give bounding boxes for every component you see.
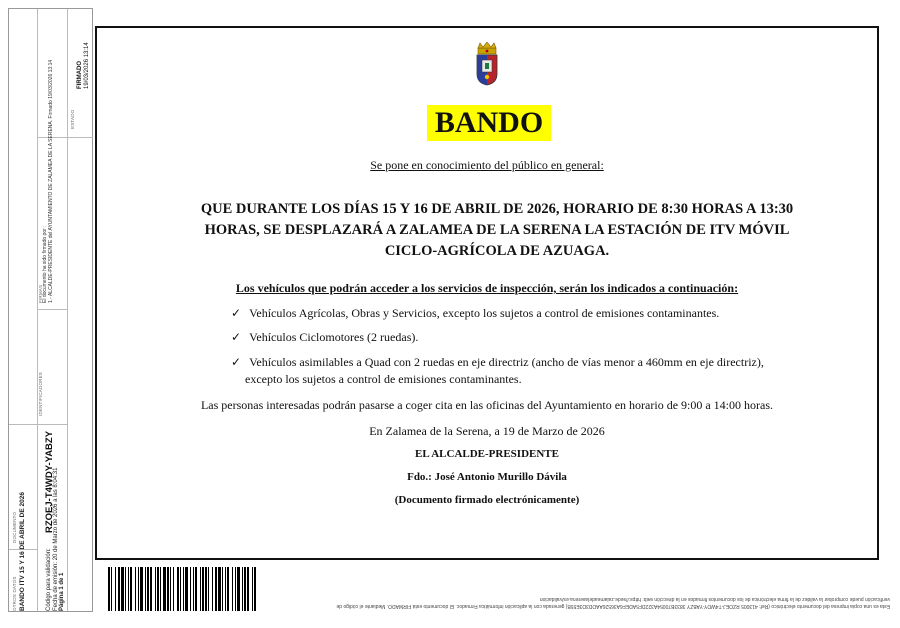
bando-document: [95, 26, 879, 560]
codigo-validacion-value: RZOEJ-T4WDY-YABZY: [44, 430, 55, 533]
verification-footer: [270, 585, 890, 609]
signer-role: EL ALCALDE-PRESIDENTE: [415, 448, 559, 460]
documento-label: DOCUMENTO: [12, 511, 17, 543]
list-item: [231, 305, 719, 322]
public-notice: Se pone en conocimiento del público en general:: [370, 158, 604, 172]
document-metadata-panel: [8, 8, 93, 612]
metadata-column-estado: [67, 9, 93, 611]
estado-value: FIRMADO: [77, 61, 83, 89]
documento-value: BANDO ITV 15 Y 16 DE ABRIL DE 2026: [19, 492, 26, 611]
barcode: [108, 567, 256, 611]
estado-label: ESTADO: [70, 109, 75, 129]
fecha-emision: Fecha de emisión: 20 de Marzo de 2026 a las 8:04:31: [53, 467, 59, 611]
metadata-column-document: [9, 9, 38, 611]
list-item-text: Vehículos Agrícolas, Obras y Servicios, excepto los sujetos a control de emisiones contaminantes.: [249, 306, 720, 320]
metadata-column-validation: [37, 9, 68, 611]
codigo-validacion-label: Código para validación:: [46, 548, 52, 611]
signer-name: Fdo.: José Antonio Murillo Dávila: [407, 471, 567, 483]
vehicles-subheading: Los vehículos que podrán acceder a los servicios de inspección, serán los indicados a continuación:: [235, 281, 739, 295]
appointment-info: Las personas interesadas podrán pasarse a coger cita en las oficinas del Ayuntamiento en horario de 9:00 a 14:00 horas.: [200, 398, 774, 412]
identificadores-label: IDENTIFICADORES: [38, 371, 43, 416]
pagina-info: Página 1 de 1: [59, 572, 65, 611]
footer-line-1: Esta es una copia impresa del documento electrónico (Ref: 413005 RZOEJ-T4WDY-YABZY 3833B70054A322DF5ADEF6A36526AADD3D3E55B) generada con la aplicación informática Firmadoc. El documento está FIRMADO. Mediante el código de: [336, 603, 890, 609]
otros-datos-label: OTROS DATOS: [12, 576, 17, 611]
firmas-line-1: El documento ha sido firmado por :: [42, 225, 48, 303]
list-item-text: Vehículos Ciclomotores (2 ruedas).: [249, 330, 419, 344]
coat-of-arms-icon: [474, 42, 500, 86]
announcement-headline: QUE DURANTE LOS DÍAS 15 Y 16 DE ABRIL DE 2026, HORARIO DE 8:30 HORAS A 13:30 HORAS, SE DESPLAZARÁ A ZALAMEA DE LA SERENA LA ESTACIÓN DE ITV MÓVIL CICLO-AGRÍCOLA DE AZUAGA.: [200, 201, 794, 259]
checkmark-icon: ✓: [231, 355, 242, 369]
place-and-date: En Zalamea de la Serena, a 19 de Marzo de 2026: [369, 424, 605, 438]
list-item-text: Vehículos asimilables a Quad con 2 ruedas en eje directriz (ancho de vías menor a 460mm en eje directriz),: [249, 355, 764, 369]
list-item: [231, 354, 764, 388]
footer-line-2: verificación puede comprobar la validez de la firma electrónica de los documentos firmados en la dirección web: https://sede.zalameadelaserena.es/validacion: [539, 596, 890, 602]
checkmark-icon: ✓: [231, 330, 242, 344]
electronic-signature-note: (Documento firmado electrónicamente): [394, 494, 580, 506]
estado-date: 19/03/2026 13:14: [84, 42, 90, 89]
firmas-line-2: 1.- ALCALDE-PRESIDENTE del AYUNTAMIENTO DE ZALAMEA DE LA SERENA. Firmado 19/03/2026 13:14: [48, 59, 54, 303]
list-item: [231, 329, 418, 346]
firmas-label: FIRMAS: [38, 284, 43, 303]
list-item-continuation: excepto los sujetos a control de emisiones contaminantes.: [245, 372, 522, 386]
checkmark-icon: ✓: [231, 306, 242, 320]
document-title: BANDO: [427, 105, 551, 141]
